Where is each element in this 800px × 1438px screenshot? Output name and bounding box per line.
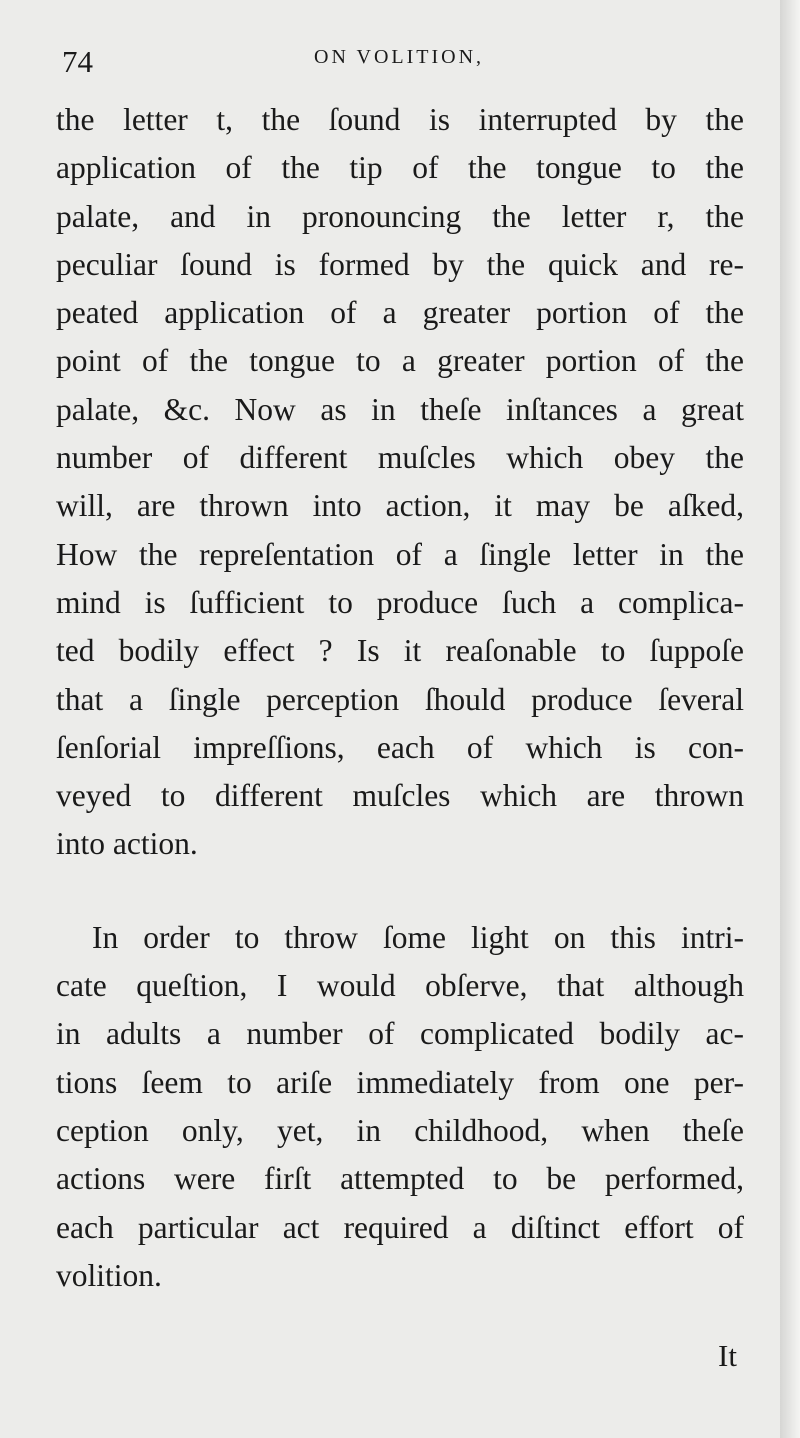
text-line: mind is ſufficient to produce ſuch a complica-: [56, 584, 744, 620]
text-line: palate, and in pronouncing the letter r, the: [56, 198, 744, 234]
text-line: ſenſorial impreſſions, each of which is con-: [56, 729, 744, 765]
paragraph-1: [56, 96, 744, 869]
catchword: It: [718, 1338, 737, 1373]
page-edge: [780, 0, 800, 1438]
text-line: palate, &c. Now as in theſe inſtances a great: [56, 391, 744, 427]
text-line: cate queſtion, I would obſerve, that although: [56, 968, 744, 1004]
paragraph-2: [56, 914, 744, 1300]
text-line: in adults a number of complicated bodily ac-: [56, 1016, 744, 1052]
text-line: each particular act required a diſtinct effort of: [56, 1209, 744, 1245]
text-line: that a ſingle perception ſhould produce ſeveral: [56, 681, 744, 717]
text-line: In order to throw ſome light on this intri-: [92, 919, 744, 955]
text-line: number of different muſcles which obey the: [56, 440, 744, 476]
text-line: ception only, yet, in childhood, when theſe: [56, 1112, 744, 1148]
text-line: veyed to different muſcles which are thrown: [56, 778, 744, 814]
text-line: peculiar ſound is formed by the quick and re-: [56, 246, 744, 282]
text-line: point of the tongue to a greater portion of the: [56, 343, 744, 379]
running-head: ON VOLITION,: [314, 46, 485, 68]
text-line: ted bodily effect ? Is it reaſonable to ſuppoſe: [56, 633, 744, 669]
text-line: peated application of a greater portion of the: [56, 295, 744, 331]
page-number: 74: [62, 44, 93, 79]
text-line: actions were firſt attempted to be performed,: [56, 1161, 744, 1197]
text-line: will, are thrown into action, it may be aſked,: [56, 488, 744, 524]
body-text: [56, 96, 744, 1300]
text-line: How the repreſentation of a ſingle letter in the: [56, 536, 744, 572]
text-line: the letter t, the ſound is interrupted by the: [56, 102, 744, 137]
text-line: tions ſeem to ariſe immediately from one per-: [56, 1064, 744, 1100]
text-line: volition.: [56, 1257, 162, 1293]
text-line: application of the tip of the tongue to the: [56, 150, 744, 186]
paragraph-gap: [56, 869, 744, 914]
page-header: [62, 44, 742, 84]
text-line: into action.: [56, 826, 198, 862]
